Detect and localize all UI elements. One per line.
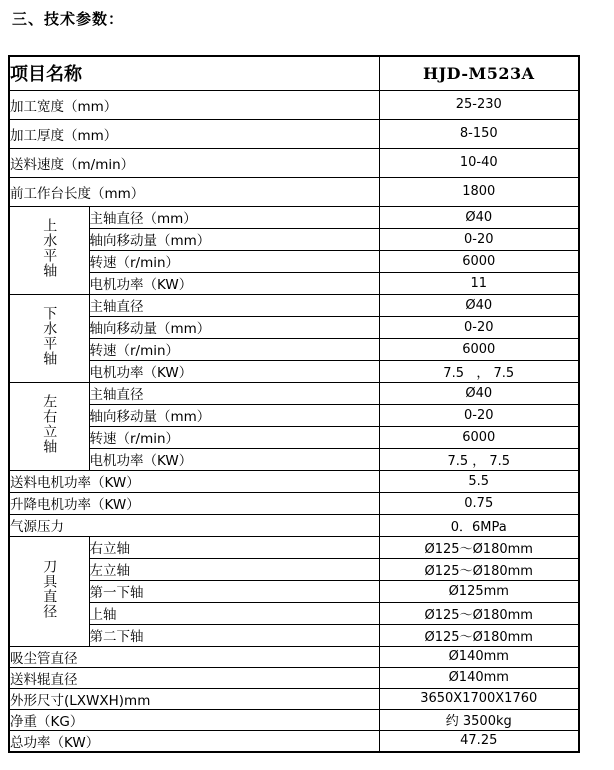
row-label: 升降电机功率（KW） xyxy=(9,492,379,514)
table-header-row xyxy=(9,56,579,90)
table-row xyxy=(9,228,579,250)
row-label: 第二下轴 xyxy=(89,624,379,646)
table-row xyxy=(9,730,579,752)
row-value: 0．6MPa xyxy=(379,514,579,536)
row-value: 7.5 ， 7.5 xyxy=(379,448,579,470)
row-label: 加工宽度（mm） xyxy=(9,90,379,119)
row-label: 总功率（KW） xyxy=(9,730,379,752)
row-label: 加工厚度（mm） xyxy=(9,119,379,148)
row-label: 转速（r/min） xyxy=(89,426,379,448)
table-row xyxy=(9,338,579,360)
row-value: 10-40 xyxy=(379,148,579,177)
table-row xyxy=(9,360,579,382)
table-row xyxy=(9,646,579,667)
table-row xyxy=(9,580,579,602)
row-value: 0.75 xyxy=(379,492,579,514)
row-value: 0-20 xyxy=(379,404,579,426)
row-label: 主轴直径（mm） xyxy=(89,206,379,228)
row-value: Ø40 xyxy=(379,382,579,404)
group-label: 下水平轴 xyxy=(41,306,58,366)
table-row xyxy=(9,709,579,730)
spec-table xyxy=(8,55,580,753)
table-row xyxy=(9,514,579,536)
group-label-cell xyxy=(9,536,89,646)
table-row xyxy=(9,448,579,470)
row-value: Ø125～Ø180mm xyxy=(379,602,579,624)
group-label-cell xyxy=(9,382,89,470)
row-label: 右立轴 xyxy=(89,536,379,558)
group-label: 左右立轴 xyxy=(41,394,58,454)
row-label: 气源压力 xyxy=(9,514,379,536)
table-row xyxy=(9,536,579,558)
row-label: 送料速度（m/min） xyxy=(9,148,379,177)
row-label: 净重（KG） xyxy=(9,709,379,730)
row-value: 6000 xyxy=(379,426,579,448)
table-row xyxy=(9,272,579,294)
table-row xyxy=(9,492,579,514)
row-label: 吸尘管直径 xyxy=(9,646,379,667)
page-title: 三、技术参数： xyxy=(12,10,125,28)
table-row xyxy=(9,316,579,338)
row-value: 7.5 ， 7.5 xyxy=(379,360,579,382)
row-value: Ø40 xyxy=(379,294,579,316)
row-label: 电机功率（KW） xyxy=(89,448,379,470)
row-value: 1800 xyxy=(379,177,579,206)
row-label: 主轴直径 xyxy=(89,382,379,404)
table-row xyxy=(9,426,579,448)
table-row xyxy=(9,667,579,688)
table-row xyxy=(9,119,579,148)
table-row xyxy=(9,382,579,404)
row-label: 电机功率（KW） xyxy=(89,272,379,294)
row-value: 5.5 xyxy=(379,470,579,492)
row-value: 0-20 xyxy=(379,228,579,250)
row-value: 0-20 xyxy=(379,316,579,338)
table-row xyxy=(9,624,579,646)
row-label: 电机功率（KW） xyxy=(89,360,379,382)
table-row xyxy=(9,206,579,228)
row-label: 送料辊直径 xyxy=(9,667,379,688)
group-label: 上水平轴 xyxy=(41,218,58,278)
group-label-cell xyxy=(9,294,89,382)
row-value: Ø125～Ø180mm xyxy=(379,624,579,646)
table-row xyxy=(9,602,579,624)
row-value: 6000 xyxy=(379,338,579,360)
table-row xyxy=(9,250,579,272)
table-row xyxy=(9,470,579,492)
row-label: 上轴 xyxy=(89,602,379,624)
table-row xyxy=(9,294,579,316)
row-label: 前工作台长度（mm） xyxy=(9,177,379,206)
row-value: 25-230 xyxy=(379,90,579,119)
row-value: Ø40 xyxy=(379,206,579,228)
row-label: 左立轴 xyxy=(89,558,379,580)
row-value: 8-150 xyxy=(379,119,579,148)
row-value: 6000 xyxy=(379,250,579,272)
table-row xyxy=(9,177,579,206)
row-value: Ø125～Ø180mm xyxy=(379,536,579,558)
table-row xyxy=(9,558,579,580)
row-label: 轴向移动量（mm） xyxy=(89,316,379,338)
row-value: Ø125mm xyxy=(379,580,579,602)
row-label: 转速（r/min） xyxy=(89,338,379,360)
row-value: 11 xyxy=(379,272,579,294)
row-value: Ø140mm xyxy=(379,646,579,667)
group-label-cell xyxy=(9,206,89,294)
row-label: 第一下轴 xyxy=(89,580,379,602)
row-value: 47.25 xyxy=(379,730,579,752)
row-label: 外形尺寸(LXWXH)mm xyxy=(9,688,379,709)
table-row xyxy=(9,90,579,119)
table-row xyxy=(9,404,579,426)
table-row xyxy=(9,148,579,177)
row-label: 轴向移动量（mm） xyxy=(89,404,379,426)
group-label: 刀具直径 xyxy=(41,559,58,619)
row-value: 3650X1700X1760 xyxy=(379,688,579,709)
row-label: 主轴直径 xyxy=(89,294,379,316)
row-value: Ø125～Ø180mm xyxy=(379,558,579,580)
row-label: 轴向移动量（mm） xyxy=(89,228,379,250)
row-value: 约 3500kg xyxy=(379,709,579,730)
header-model: HJD-M523A xyxy=(379,56,579,90)
row-value: Ø140mm xyxy=(379,667,579,688)
header-item-name: 项目名称 xyxy=(9,56,379,90)
table-row xyxy=(9,688,579,709)
row-label: 送料电机功率（KW） xyxy=(9,470,379,492)
row-label: 转速（r/min） xyxy=(89,250,379,272)
